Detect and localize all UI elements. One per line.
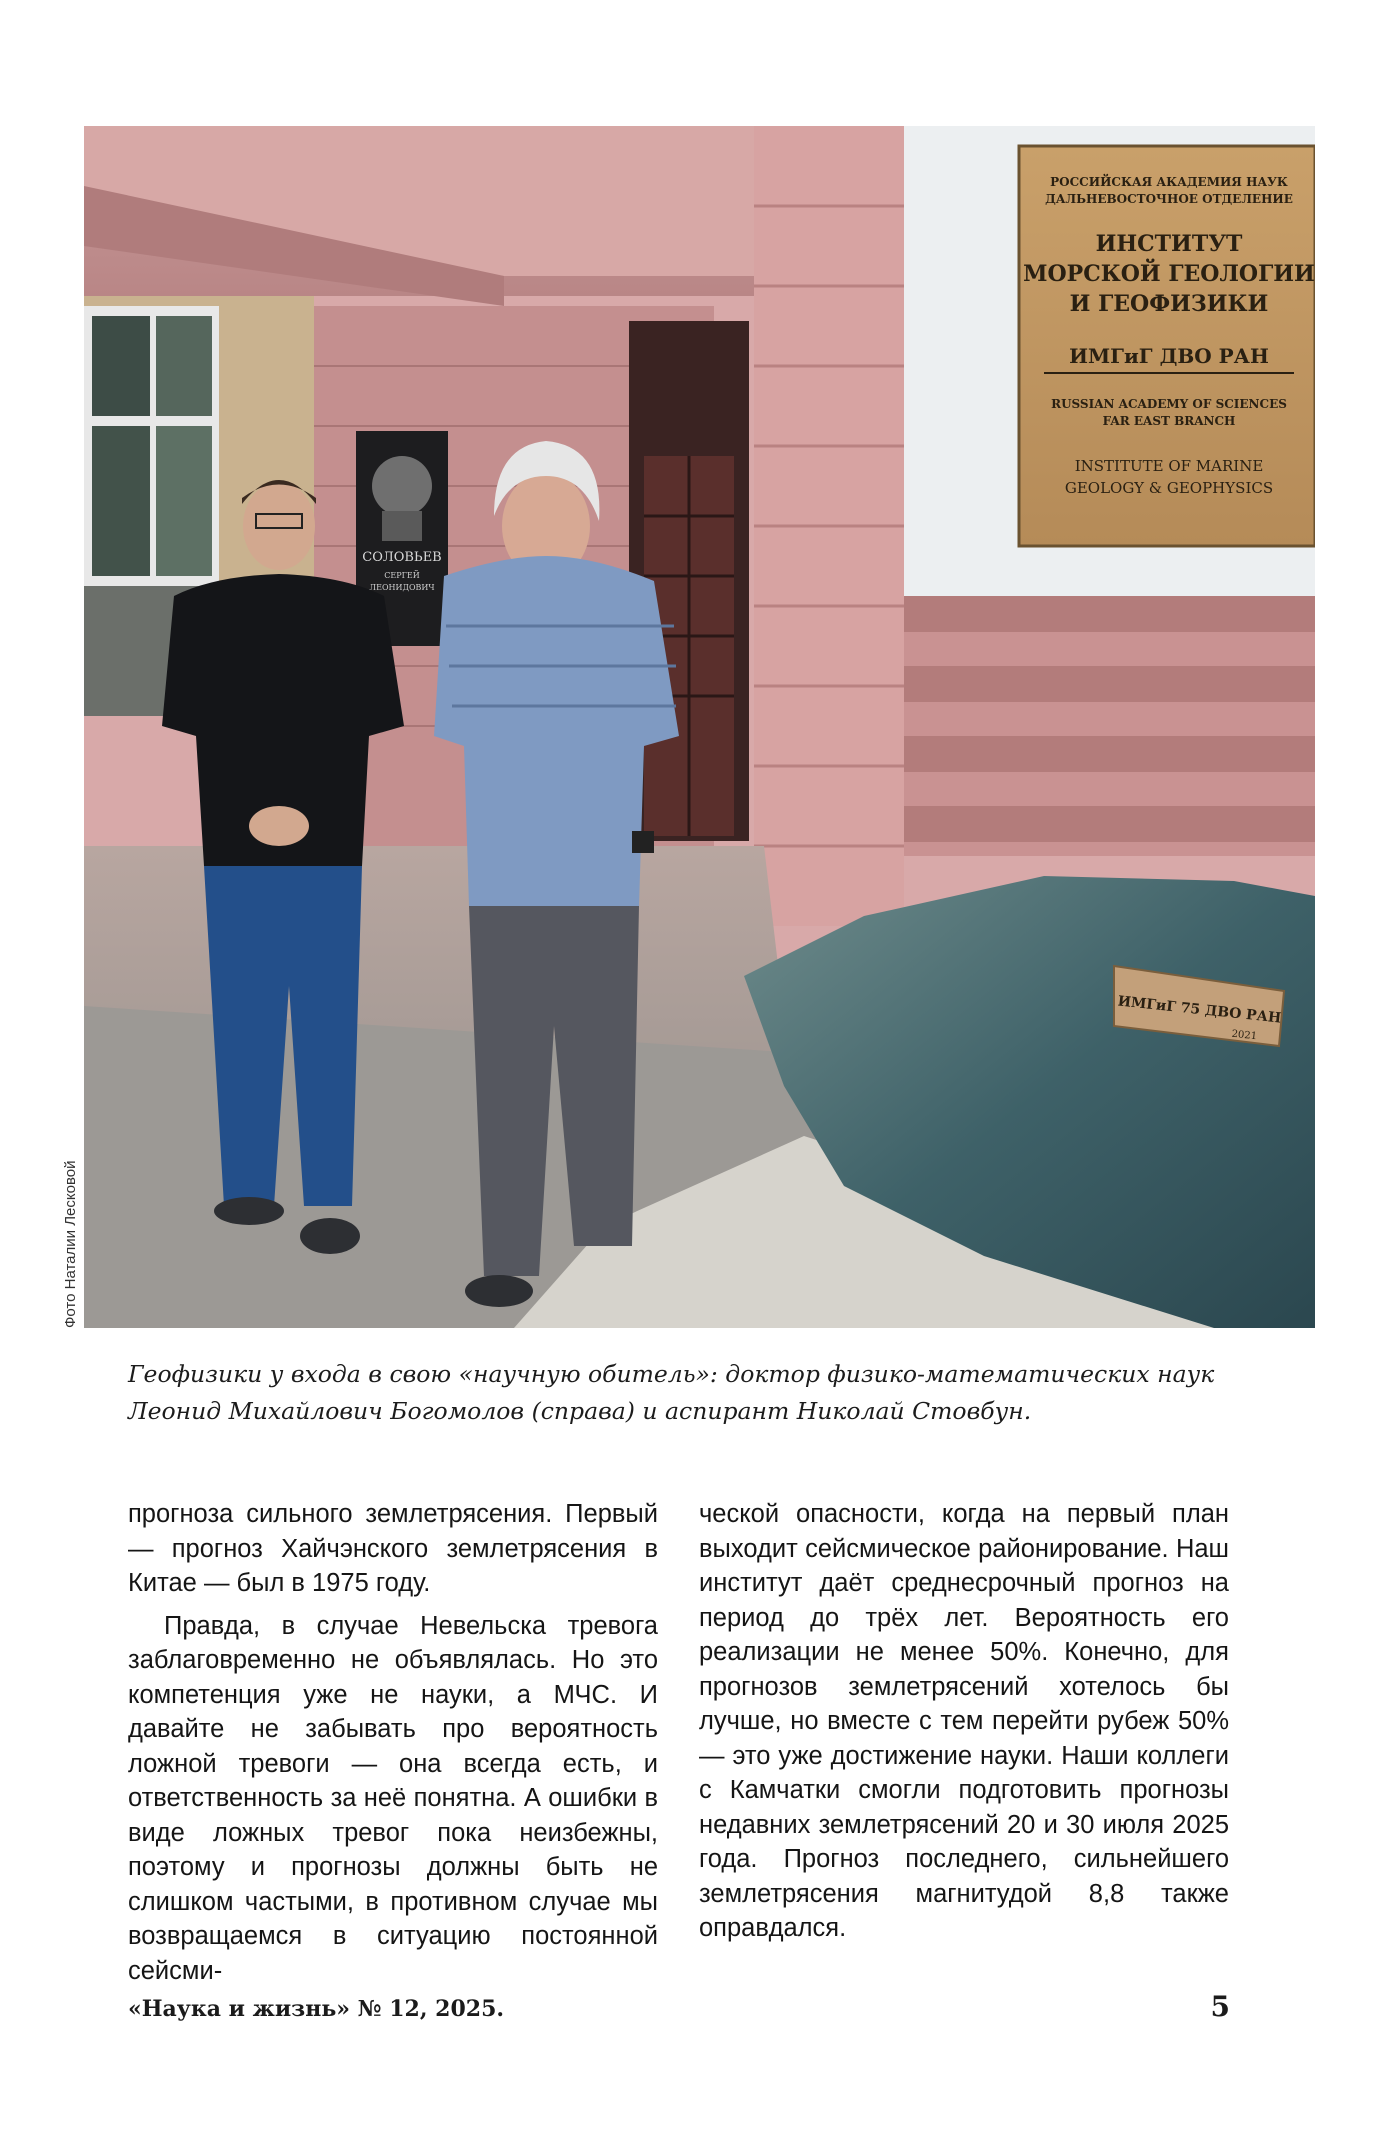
paragraph: Правда, в случае Невельска тревога заблаговременно не объявлялась. Но это компетенция уже не науки, а МЧС. И давайте не забывать про вероятность ложной тревоги — она всегда есть, и ответственность за неё понятна. А ошибки в виде ложных тревог пока неизбежны, поэтому и прогнозы должны быть не слишком частыми, в противном случае мы возвращаемся в ситуацию постоянной сейсми- — [128, 1611, 658, 1985]
photo — [84, 126, 1315, 1328]
sign-en4: GEOLOGY & GEOPHYSICS — [1064, 479, 1274, 497]
page-number: 5 — [1210, 1990, 1230, 2023]
sign-title1: ИНСТИТУТ — [1095, 231, 1243, 257]
sign-title2: МОРСКОЙ ГЕОЛОГИИ — [1023, 261, 1315, 287]
memorial-name: СОЛОВЬЕВ — [362, 550, 442, 565]
stone-plaque-year: 2021 — [1231, 1028, 1258, 1043]
paragraph: ческой опасности, когда на первый план выходит сейсмическое районирование. Наш институт даёт среднесрочный прогноз на период до трёх лет. Вероятность его реализации не менее 50%. Конечно, для прогнозов землетрясений хотелось бы лучше, но вместе с тем перейти рубеж 50% — это уже достижение науки. Наши коллеги с Камчатки смогли подготовить прогнозы недавних землетрясений 20 и 30 июля 2025 года. Прогноз последнего, сильнейшего землетрясения магнитудой 8,8 также оправдался. — [699, 1500, 1229, 1942]
sign-line2: ДАЛЬНЕВОСТОЧНОЕ ОТДЕЛЕНИЕ — [1045, 192, 1293, 206]
sign-line1: РОССИЙСКАЯ АКАДЕМИЯ НАУК — [1050, 175, 1288, 189]
photo-illustration — [84, 126, 1315, 1328]
photo-credit: Фото Наталии Лесковой — [62, 1160, 79, 1328]
photo-caption: Геофизики у входа в свою «научную обитель»: доктор физико-математических наук Леонид Михайлович Богомолов (справа) и аспирант Николай Стовбун. — [128, 1360, 1215, 1425]
sign-abbr: ИМГиГ ДВО РАН — [1069, 344, 1269, 368]
sign-en1: RUSSIAN ACADEMY OF SCIENCES — [1051, 397, 1287, 411]
sign-en2: FAR EAST BRANCH — [1102, 414, 1236, 428]
sign-title3: И ГЕОФИЗИКИ — [1069, 291, 1269, 317]
memorial-patronymic: ЛЕОНИДОВИЧ — [369, 583, 435, 592]
stone-plaque-text: ИМГиГ 75 ДВО РАН — [1116, 993, 1282, 1027]
journal-issue: «Наука и жизнь» № 12, 2025. — [128, 1996, 505, 2022]
memorial-first-name: СЕРГЕЙ — [384, 571, 420, 580]
text-column-left — [128, 1497, 658, 1988]
sign-en3: INSTITUTE OF MARINE — [1074, 457, 1264, 475]
text-column-right — [699, 1497, 1229, 1946]
paragraph: прогноза сильного землетрясения. Первый — прогноз Хайчэнского землетрясения в Китае — был в 1975 году. — [128, 1500, 658, 1597]
